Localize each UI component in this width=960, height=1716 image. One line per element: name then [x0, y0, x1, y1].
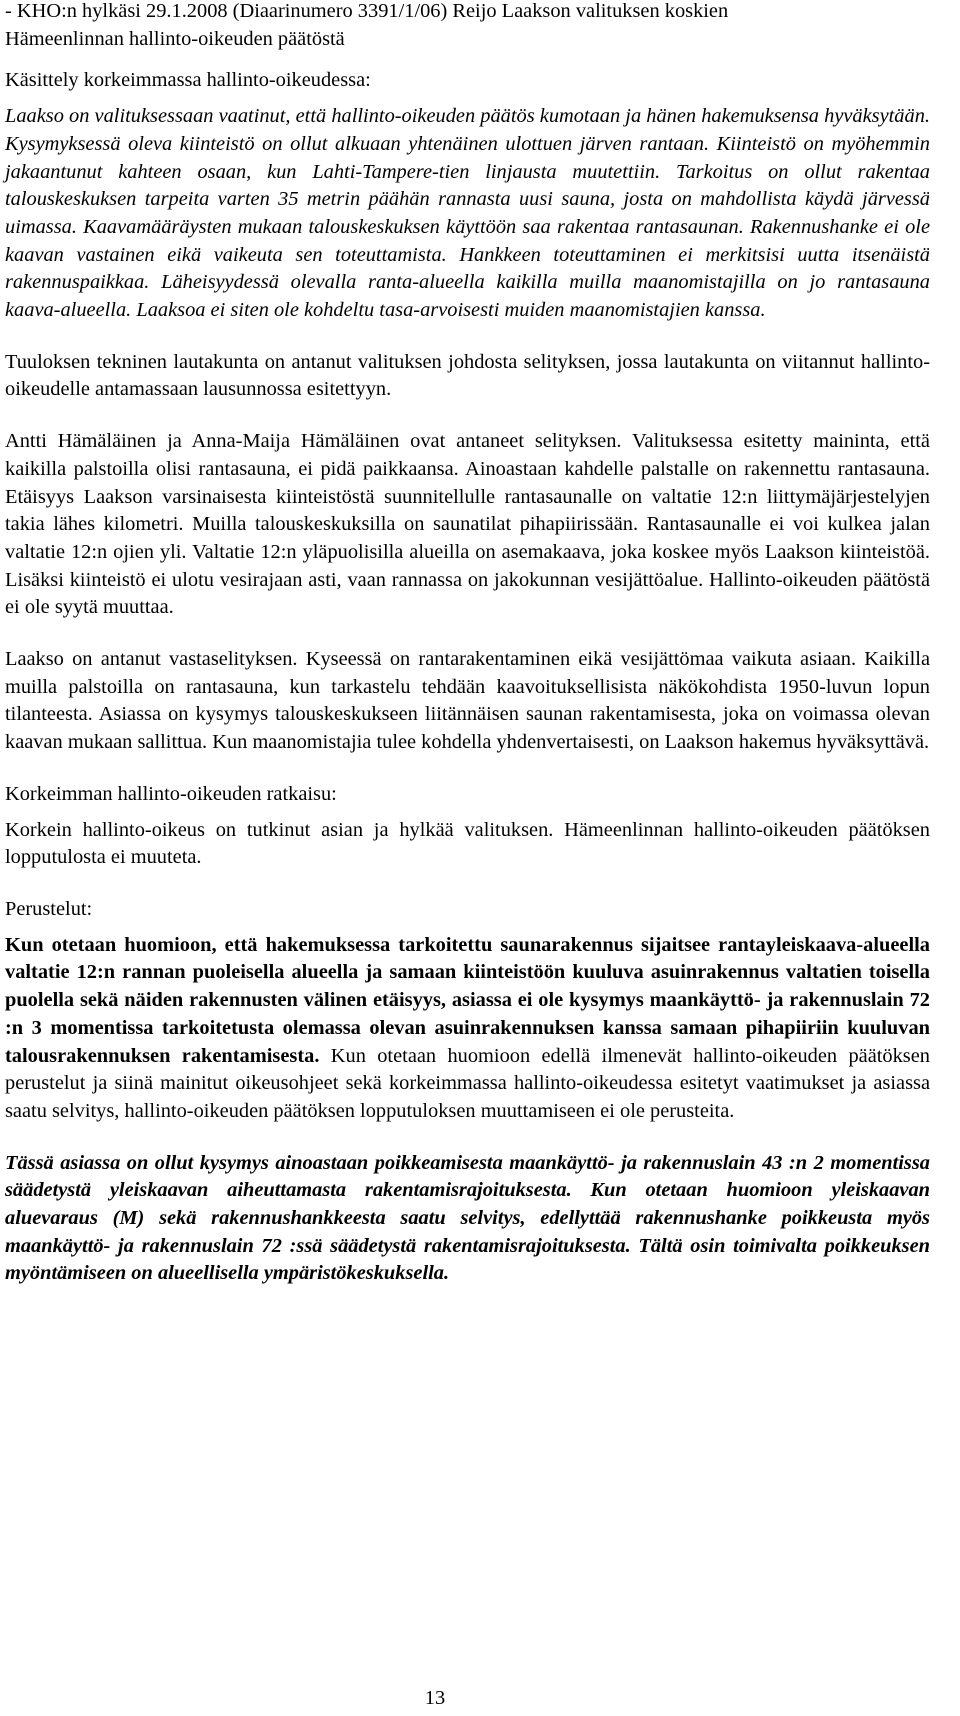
appeal-paragraph: Laakso on valituksessaan vaatinut, että hallinto-oikeuden päätös kumotaan ja hänen hakemuksensa hyväksytään. Kysymyksessä oleva kiinteistö on ollut alkuaan yhtenäinen ulottuen järven rantaan. Kiinteistö on myöhemmin jakaantunut kahteen osaan, kun Lahti-Tampere-tien linjausta muutettiin. Tarkoitus on ollut rakentaa talouskeskuksen tarpeita varten 35 metrin päähän rannasta uusi sauna, josta on mahdollista käydä järvessä uimassa. Kaavamääräysten mukaan talouskeskuksen käyttöön saa rakentaa rantasaunan. Rakennushanke ei ole kaavan vastainen eikä vaikeuta sen toteuttamista. Hankkeen toteuttaminen ei merkitsisi uutta itsenäistä rakennuspaikkaa. Läheisyydessä olevalla ranta-alueella kaikilla muilla maanomistajilla on jo rantasauna kaava-alueella. Laaksoa ei siten ole kohdeltu tasa-arvoisesti muiden maanomistajien kanssa. — [5, 105, 930, 322]
decision-heading: Korkeimman hallinto-oikeuden ratkaisu: — [5, 782, 337, 805]
grounds-bold-text: Kun otetaan huomioon, että hakemuksessa tarkoitettu saunarakennus sijaitsee rantayleiskaava-alueella valtatie 12:n rannan puoleisella alueella ja samaan kiinteistöön kuuluva asuinrakennus valtatien toisella puolella sekä näiden rakennusten välinen etäisyys, asiassa ei ole kysymys maankäyttö- ja rakennuslain 72 :n 3 momentissa tarkoitetusta olemassa olevan asuinrakennuksen kanssa samaan pihapiiriin kuuluvan talousrakennuksen rakentamisesta. — [5, 933, 930, 1067]
neighbors-statement-paragraph: Antti Hämäläinen ja Anna-Maija Hämäläinen ovat antaneet selityksen. Valituksessa esitetty maininta, että kaikilla palstoilla olisi rantasauna, ei pidä paikkaansa. Ainoastaan kahdelle palstalle on rakennettu rantasauna. Etäisyys Laakson varsinaisesta kiinteistöstä suunnitellulle rantasaunalle on valtatie 12:n liittymäjärjestelyjen takia lähes kilometri. Muilla talouskeskuksilla on saunatilat pihapiirissään. Rantasaunalle ei voi kulkea jalan valtatie 12:n ojien yli. Valtatie 12:n yläpuolisilla alueilla on asemakaava, joka koskee myös Laakson kiinteistöä. Lisäksi kiinteistö ei ulotu vesirajaan asti, vaan rannassa on jakokunnan vesijättöalue. Hallinto-oikeuden päätöstä ei ole syytä muuttaa. — [5, 430, 930, 619]
document-title-line1: - KHO:n hylkäsi 29.1.2008 (Diaarinumero 3391/1/06) Reijo Laakson valituksen koskien — [5, 0, 729, 22]
kho-handling-heading: Käsittely korkeimmassa hallinto-oikeudessa: — [5, 69, 371, 92]
decision-paragraph: Korkein hallinto-oikeus on tutkinut asian ja hylkää valituksen. Hämeenlinnan hallinto-oikeuden päätöksen lopputulosta ei muuteta. — [5, 818, 930, 869]
grounds-paragraph-2: Tässä asiassa on ollut kysymys ainoastaan poikkeamisesta maankäyttö- ja rakennuslain 43 :n 2 momentissa säädetystä yleiskaavan aiheuttamasta rakentamisrajoituksesta. Kun otetaan huomioon yleiskaavan aluevaraus (M) sekä rakennushankkeesta saatu selvitys, edellyttää rakennushanke poikkeusta myös maankäyttö- ja rakennuslain 72 :ssä säädetystä rakentamisrajoituksesta. Tältä osin toimivalta poikkeuksen myöntämiseen on alueellisella ympäristökeskuksella. — [5, 1151, 930, 1285]
document-page — [5, 0, 930, 1288]
grounds-heading: Perustelut: — [5, 897, 93, 920]
page-number: 13 — [424, 1687, 446, 1709]
board-statement-paragraph: Tuuloksen tekninen lautakunta on antanut valituksen johdosta selityksen, jossa lautakunta on viitannut hallinto-oikeudelle antamassaan lausunnossa esitettyyn. — [5, 350, 930, 401]
grounds-regular-text: Kun otetaan huomioon edellä ilmenevät hallinto-oikeuden päätöksen perustelut ja siinä mainitut oikeusohjeet sekä korkeimmassa hallinto-oikeudessa esitetyt vaatimukset ja asiassa saatu selvitys, hallinto-oikeuden päätöksen lopputuloksen muuttamiseen ei ole perusteita. — [5, 1044, 930, 1122]
counter-statement-paragraph: Laakso on antanut vastaselityksen. Kyseessä on rantarakentaminen eikä vesijättömaa vaikuta asiaan. Kaikilla muilla palstoilla on rantasauna, kun tarkastelu tehdään kaavoituksellisista näkökohdista 1950-luvun lopun tilanteesta. Asiassa on kysymys talouskeskukseen liitännäisen saunan rakentamisesta, joka on voimassa olevan kaavan mukaan sallittua. Kun maanomistajia tulee kohdella yhdenvertaisesti, on Laakson hakemus hyväksyttävä. — [5, 648, 930, 754]
grounds-paragraph-1 — [5, 932, 930, 1126]
document-title-line2: Hämeenlinnan hallinto-oikeuden päätöstä — [5, 27, 345, 50]
